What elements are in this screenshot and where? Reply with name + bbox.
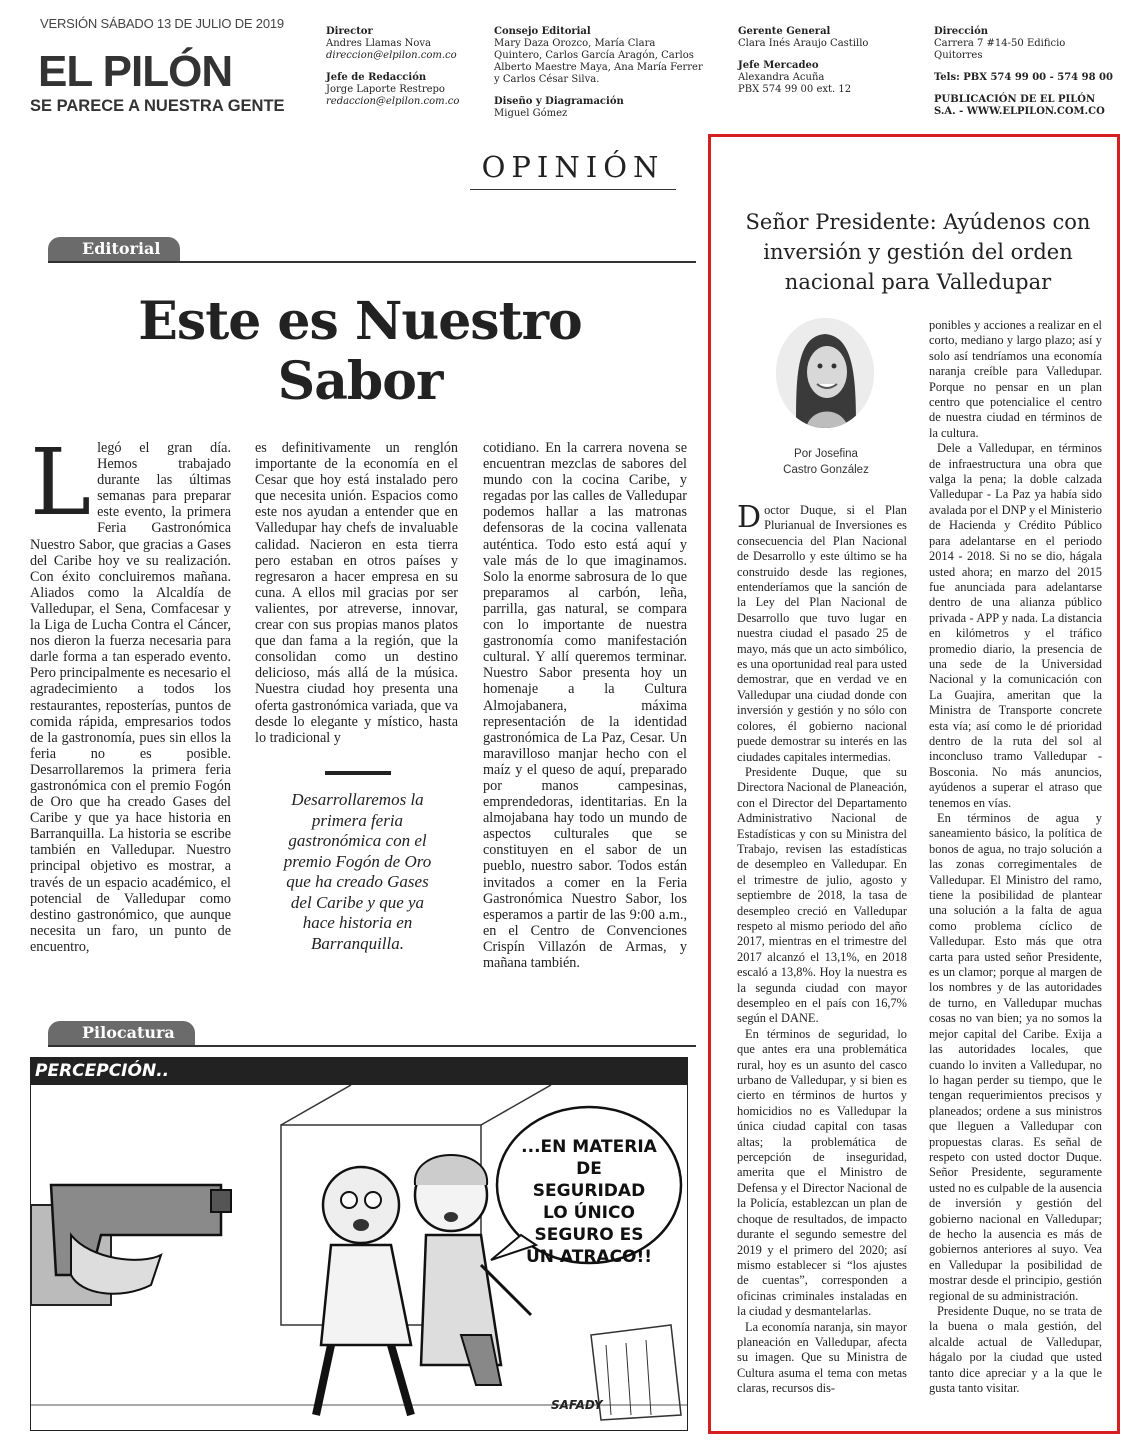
editorial-pullquote: Desarrollaremos la primera feria gastronómica con el premio Fogón de Oro que ha creado Gases del Caribe y que ya hace historia en Barranquilla.: [283, 790, 432, 953]
mercadeo-phone: PBX 574 99 00 ext. 12: [738, 84, 852, 95]
mercadeo-name: Alexandra Acuña: [738, 72, 825, 83]
column-paragraph: En términos de seguridad, lo que antes era una problemática rural, hoy es un asunto del casco urbano de Valledupar, y si bien es cierto en términos de hurtos y homicidios no es Valledupar la única ciudad capital con tasas altas; la problemática de percepción de inseguridad, amerita que el Ministro de Defensa y el Director Nacional de la Policía, establezcan un plan de choque de resultados, de impacto durante el segundo semestre del 2019 y el primero del 2020; así mismo establecer si “los ajustes de cuentas”, corresponden a oficinas criminales instaladas en la ciudad y desmantelarlas.: [737, 1026, 907, 1319]
column-paragraph: Presidente Duque, que su Directora Nacional de Planeación, con el Director del Departamento Administrativo Nacional de Estadísticas y con su Ministra del Trabajo, revisen las estadísticas de desempleo en Valledupar. En el trimestre de julio, agosto y septiembre de 2018, la tasa de desempleo creció en Valledupar respeto al mismo periodo del año 2017, mientras en el trimestre del 2017 alcanzó el 13,1%, en 2018 escaló a 13,8%. Hoy la nuestra es la segunda ciudad con mayor desempleo en el país con 16,7% según el DANE.: [737, 764, 907, 1026]
telefonos: Tels: PBX 574 99 00 - 574 98 00: [934, 72, 1113, 83]
editorial-headline: Este es Nuestro Sabor: [138, 291, 582, 412]
newspaper-slogan: SE PARECE A NUESTRA GENTE: [30, 97, 285, 115]
editorial-rule: [48, 261, 696, 263]
pullquote-bar: [325, 771, 391, 775]
cartoon-panel: [30, 1057, 688, 1431]
consejo-label: Consejo Editorial: [494, 26, 591, 37]
publicacion-website[interactable]: PUBLICACIÓN DE EL PILÓN S.A. - WWW.ELPILON.COM.CO: [934, 94, 1105, 117]
direccion-text: Carrera 7 #14-50 Edificio Quitorres: [934, 38, 1066, 61]
diseno-name: Miguel Gómez: [494, 108, 568, 119]
column-paragraph: En términos de agua y saneamiento básico, la política de bonos de agua, no trajo solución a las zonas corregimentales de Valledupar. El Ministro del ramo, tiene la posibilidad de plantear una solución a la falta de agua como problema cíclico de Valledupar. Esto más que otra carta para usted señor Presidente, es un clamor; porque al margen de los nombres y de las autoridades de turno, en Valledupar muchas cosas no van bien; ya no somos la mejor capital del Caribe. Exija a las autoridades locales, que cuando lo inviten a Valledupar, no lo hagan perder su tiempo, que le tengan requerimientos precisos y planeados; ordene a sus ministros que lleguen a Valledupar con propuestas claras. Es señal de respeto con usted doctor Duque. Señor Presidente, seguramente usted no es culpable de la ausencia de inversión y gestión del gobierno nacional en Valledupar; de hecho la ausencia es más de gobiernos anteriores al suyo. Vea en Valledupar la posibilidad de mostrar desde el principio, gestión regional de su administración.: [929, 811, 1102, 1303]
editorial-dropcap: L: [30, 429, 92, 536]
column-headline: Señor Presidente: Ayúdenos con inversión y gestión del orden nacional para Valledupar: [745, 210, 1091, 294]
editorial-col3-text: cotidiano. En la carrera novena se encuentran mezclas de sabores del mundo con la cocina Caribe, y regadas por las calles de Valledupar podemos hallar a las matronas defensoras de la cocina vallenata auténtica. Todo esto está aquí y vale más de lo que imaginamos. Solo la enorme sabrosura de lo que preparamos al carbón, leña, parrilla, gas natural, se compara con lo importante de nuestra gastronomía como manifestación cultural. Y allí queremos terminar. Nuestro Sabor presenta hoy un homenaje a la Cultura Almojabanera, máxima representación de la identidad gastronómica de La Paz, Cesar. Un maravilloso manjar hecho con el maíz y el queso de aquí, preparado por manos campesinas, emprendedoras, identitarias. En la almojabana hay todo un mundo de aspectos culturales que se constituyen en el sabor de un pueblo, nuestro sabor. Todos están invitados a comer en la Feria Gastronómica Nuestro Sabor, los esperamos a partir de las 9:00 a.m., en el Centro de Convenciones Crispín Villazón de Armas, y mañana también.: [483, 440, 687, 971]
column-paragraph: ponibles y acciones a realizar en el corto, mediano y largo plazo; así y solo así tendríamos una economía naranja creíble para Valledupar. Porque no pensar en un plan centro que potencialice el centro de nuestra ciudad en términos de la cultura.: [929, 318, 1102, 440]
jefe-redaccion-name: Jorge Laporte Restrepo: [326, 84, 445, 95]
staff-column-director: [326, 26, 486, 108]
editorial-tag: Editorial: [48, 237, 180, 261]
byline-name: Castro González: [783, 464, 869, 476]
gerente-name: Clara Inés Araujo Castillo: [738, 38, 869, 49]
column-paragraph: [737, 500, 907, 765]
director-email[interactable]: direccion@elpilon.com.co: [326, 50, 457, 61]
cartoon-title: PERCEPCIÓN..: [31, 1058, 688, 1085]
gerente-label: Gerente General: [738, 26, 831, 37]
editorial-col1-text: legó el gran día. Hemos trabajado durante las últimas semanas para preparar este evento, la primera Feria Gastronómica Nuestro Sabor, que gracias a Gases del Caribe hoy ve su realización. Con éxito concluiremos mañana. Aliados como la Alcaldía de Valledupar, el Sena, Comfacesar y la Liga de Lucha Contra el Cáncer, nos dieron la fuerza necesaria para darle forma a tan esperado evento. Pero principalmente es necesario el agradecimiento a todos los restaurantes, reposterías, puntos de comida rápida, empresarios todos de la gastronomía, pues sin ellos la feria no es posible. Desarrollaremos la primera feria gastronómica con el premio Fogón de Oro que ha creado Gases del Caribe y que ya hace historia en Barranquilla. La historia se escribe también en Valledupar. Nuestro principal objetivo es mostrar, a través de un espacio académico, el potencial de Valledupar como destino gastronómico, que aunque necesita un faro, un punto de encuentro,: [30, 440, 231, 955]
diseno-label: Diseño y Diagramación: [494, 96, 624, 107]
column-paragraph: Presidente Duque, no se trata de la buena o mala gestión, del alcalde actual de Valledupar, hágalo por la ciudad que usted tanto dice apreciar y a la que le gusta tanto visitar.: [929, 1304, 1102, 1396]
consejo-members: Mary Daza Orozco, María Clara Quintero, Carlos García Aragón, Carlos Alberto Maestre Maya, Ana María Ferrer y Carlos César Silva.: [494, 38, 703, 85]
section-title: OPINIÓN: [470, 150, 676, 190]
edition-date: VERSIÓN SÁBADO 13 DE JULIO DE 2019: [40, 16, 284, 31]
author-portrait-icon: [776, 318, 874, 428]
column-text-right: [929, 318, 1102, 1396]
staff-column-gerencia: [738, 26, 908, 96]
newspaper-logo[interactable]: EL PILÓN: [38, 47, 233, 96]
editorial-col2-text: es definitivamente un renglón importante de la economía en el Cesar que hoy está instalado pero que necesita unión. Espacios como este nos ayudan a entender que en Valledupar hay chefs de invaluable calidad. Nacieron en esta tierra pero estaban en otros países y regresaron a hacer empresa en su cuna. A ellos mil gracias por ser valientes, por atreverse, innovar, crear con sus propias manos platos que dan fama a la región, que la consolidan como un destino delicioso, más allá de la música. Nuestra ciudad hoy presenta una oferta gastronómica variada, que va desde lo elegante y místico, hasta lo tradicional y: [255, 440, 458, 746]
editorial-column-1: [30, 429, 231, 955]
column-paragraph: Dele a Valledupar, en términos de infraestructura una obra que valga la pena; la doble calzada Valledupar - La Paz ya había sido avalada por el DNP y el Ministerio de Hacienda y Crédito Público para adelantarse en el periodo 2014 - 2018. Si no se dio, hágala usted ahora; en marzo del 2015 fue anunciada para adelantarse dentro de una alianza público privada - APP y nada. La distancia en kilómetros y el tráfico promedio diario, la presencia de una sede de la Universidad Nacional y la comunicación con La Guajira, ameritan que la Ministra de Transporte concrete esta vía; así como le dé prioridad dentro de la ruta del sol al inconcluso tramo Valledupar - Bosconia. No más anuncios, ayúdenos a superar el atraso que tenemos en vías.: [929, 441, 1102, 810]
editorial-column-2: [255, 440, 458, 746]
director-label: Director: [326, 26, 373, 37]
cartoonist-signature: SAFADY: [551, 1398, 603, 1412]
staff-column-consejo: [494, 26, 706, 120]
author-byline: [756, 446, 896, 478]
director-name: Andres Llamas Nova: [326, 38, 432, 49]
editorial-column-3: [483, 440, 687, 971]
column-dropcap: D: [737, 500, 762, 535]
direccion-label: Dirección: [934, 26, 989, 37]
column-text-left: [737, 500, 907, 1397]
jefe-redaccion-email[interactable]: redaccion@elpilon.com.co: [326, 96, 460, 107]
cartoon-rule: [48, 1045, 696, 1047]
byline-por: Por Josefina: [794, 448, 858, 460]
column-paragraph: La economía naranja, sin mayor planeación en Valledupar, afecta su imagen. Que su Ministra de Cultura asuma el tema con metas claras, recursos dis-: [737, 1319, 907, 1396]
jefe-redaccion-label: Jefe de Redacción: [326, 72, 427, 83]
cartoon-tag: Pilocatura: [48, 1021, 195, 1045]
speech-bubble-text: ...EN MATERIA DE SEGURIDAD LO ÚNICO SEGURO ES UN ATRACO!!: [521, 1137, 657, 1267]
mercadeo-label: Jefe Mercadeo: [738, 60, 819, 71]
staff-column-direccion: [934, 26, 1114, 118]
column-paragraph-text: octor Duque, si el Plan Plurianual de Inversiones es consecuencia del Plan Nacional de Desarrollo y este último se ha construido desde las regiones, entenderíamos que la sanción de la Ley del Plan Nacional de Desarrollo que tuvo lugar en nuestra ciudad el pasado 25 de mayo, más que un acto simbólico, es una oportunidad real para usted demostrar, que en verdad ve en Valledupar una ciudad donde con inversión y gestión y no sólo con colores, él gobierno nacional puede demostrar su interés en las ciudades capitales intermedias.: [737, 503, 907, 764]
